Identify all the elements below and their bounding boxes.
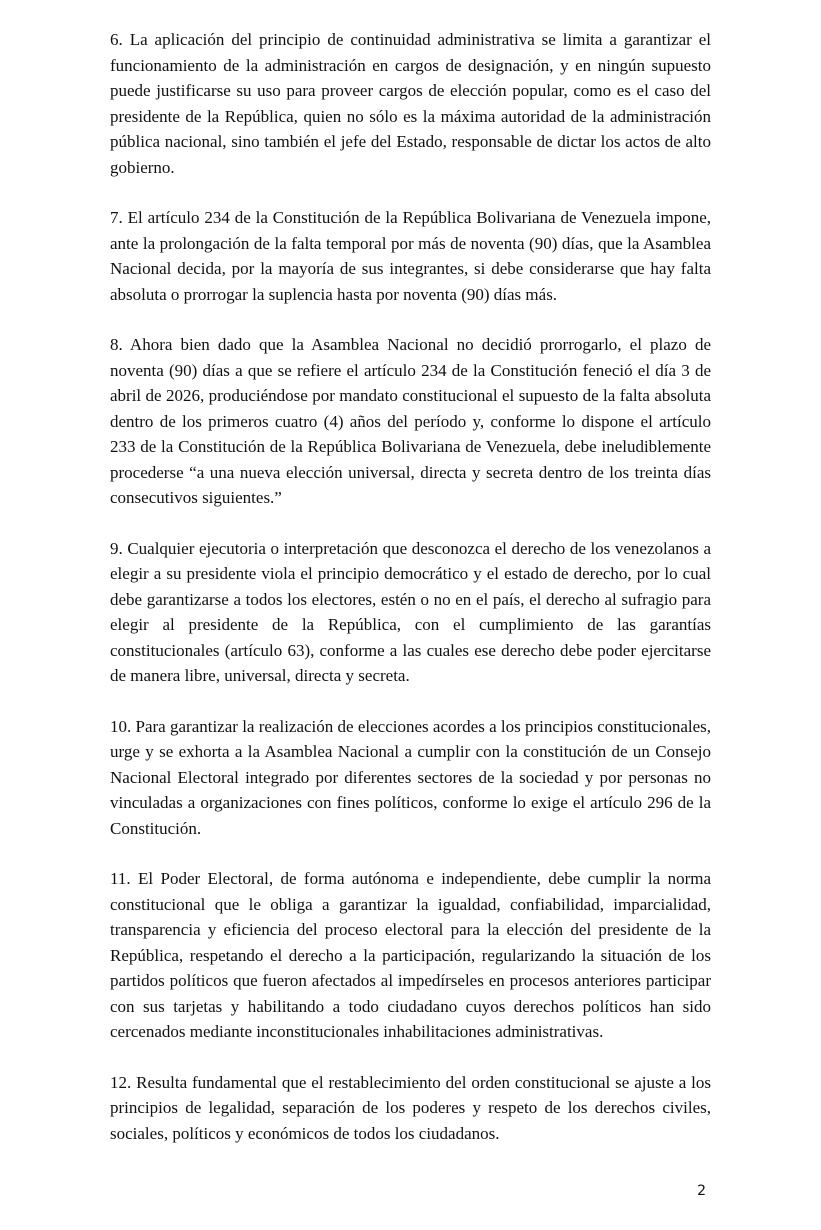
- paragraph-text: La aplicación del principio de continuidad administrativa se limita a garantizar el funcionamiento de la administración en cargos de designación, y en ningún supuesto puede justificarse su uso para proveer cargos de elección popular, como es el caso del presidente de la República, quien no sólo es la máxima autoridad de la administración pública nacional, sino también el jefe del Estado, responsable de dictar los actos de alto gobierno.: [110, 30, 711, 177]
- paragraph-text: Para garantizar la realización de elecciones acordes a los principios constitucionales, urge y se exhorta a la Asamblea Nacional a cumplir con la constitución de un Consejo Nacional Electoral integrado por diferentes sectores de la sociedad y por personas no vinculadas a organizaciones con fines políticos, conforme lo exige el artículo 296 de la Constitución.: [110, 716, 712, 838]
- paragraph-number: 10.: [110, 716, 132, 736]
- paragraph-number: 12.: [110, 1072, 132, 1092]
- paragraph-text: Cualquier ejecutoria o interpretación que desconozca el derecho de los venezolanos a elegir a su presidente viola el principio democrático y el estado de derecho, por lo cual debe garantizarse a todos los electores, estén o no en el país, el derecho al sufragio para elegir al presidente de la República, con el cumplimiento de las garantías constitucionales (artículo 63), conforme a las cuales ese derecho debe poder ejercitarse de manera libre, universal, directa y secreta.: [110, 538, 711, 685]
- page-footer: [110, 1146, 711, 1200]
- paragraph-number: 9.: [110, 538, 123, 558]
- paragraph-11: [110, 866, 711, 1045]
- paragraph-text: El Poder Electoral, de forma autónoma e independiente, debe cumplir la norma constitucional que le obliga a garantizar la igualdad, confiabilidad, imparcialidad, transparencia y eficiencia del proceso electoral para la elección del presidente de la República, respetando el derecho a la participación, regularizando la situación de los partidos políticos que fueron afectados al impedírseles en procesos anteriores participar con sus tarjetas y habilitando a todo ciudadano cuyos derechos políticos han sido cercenados mediante inconstitucionales inhabilitaciones administrativas.: [110, 869, 712, 1041]
- paragraph-number: 7.: [110, 208, 123, 227]
- paragraph-12: [110, 1070, 711, 1147]
- paragraph-number: 8.: [110, 335, 123, 354]
- document-body: [110, 27, 711, 1146]
- paragraph-10: [110, 714, 711, 842]
- paragraph-number: 11.: [110, 869, 131, 888]
- paragraph-8: [110, 332, 711, 511]
- paragraph-text: Resulta fundamental que el restablecimiento del orden constitucional se ajuste a los principios de legalidad, separación de los poderes y respeto de los derechos civiles, sociales, políticos y económicos de todos los ciudadanos.: [110, 1072, 712, 1143]
- paragraph-number: 6.: [110, 30, 123, 49]
- paragraph-6: [110, 27, 711, 180]
- paragraph-7: [110, 205, 711, 307]
- paragraph-9: [110, 536, 711, 689]
- paragraph-text: Ahora bien dado que la Asamblea Nacional no decidió prorrogarlo, el plazo de noventa (90) días a que se refiere el artículo 234 de la Constitución feneció el día 3 de abril de 2026, produciéndose por mandato constitucional el supuesto de la falta absoluta dentro de los primeros cuatro (4) años del período y, conforme lo dispone el artículo 233 de la Constitución de la República Bolivariana de Venezuela, debe ineludiblemente procederse “a una nueva elección universal, directa y secreta dentro de los treinta días consecutivos siguientes.”: [110, 335, 711, 507]
- page-number: 2: [697, 1183, 706, 1199]
- paragraph-text: El artículo 234 de la Constitución de la República Bolivariana de Venezuela impone, ante la prolongación de la falta temporal por más de noventa (90) días, que la Asamblea Nacional decida, por la mayoría de sus integrantes, si debe considerarse que hay falta absoluta o prorrogar la suplencia hasta por noventa (90) días más.: [110, 208, 711, 304]
